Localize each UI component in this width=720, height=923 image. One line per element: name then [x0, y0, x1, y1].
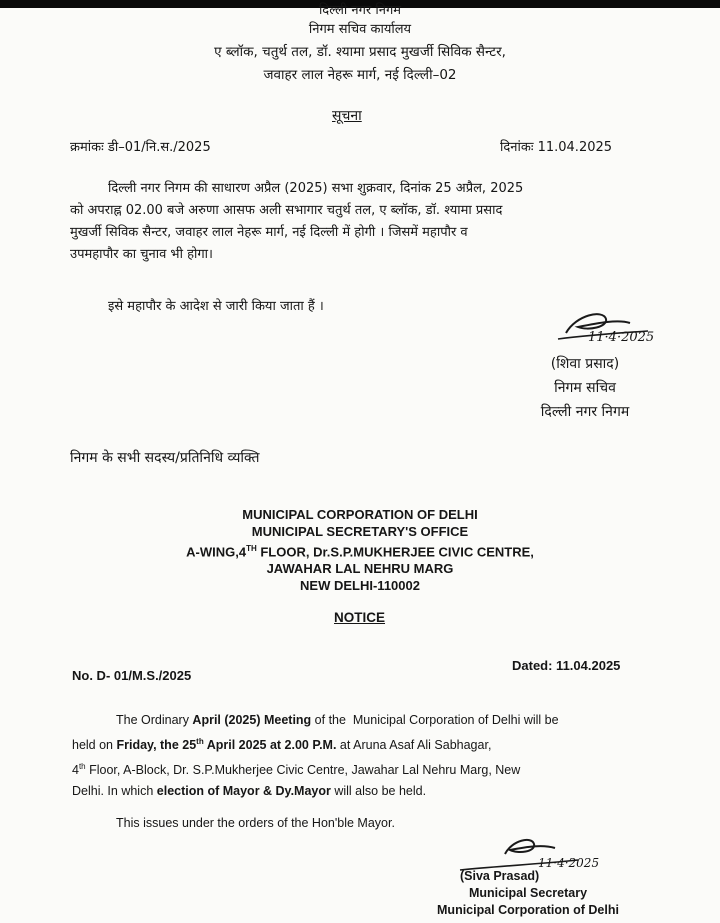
hindi-reference-number: क्रमांकः डी–01/नि.स./2025	[70, 140, 211, 155]
hindi-date: दिनांकः 11.04.2025	[500, 140, 613, 155]
english-reference-number: No. D- 01/M.S./2025	[72, 668, 192, 683]
hindi-issue-order: इसे महापौर के आदेश से जारी किया जाता हैं ।	[108, 299, 324, 314]
english-header-line-5: NEW DELHI-110002	[300, 578, 420, 594]
english-header-line-1: MUNICIPAL CORPORATION OF DELHI	[242, 507, 478, 522]
hindi-organisation: दिल्ली नगर निगम	[540, 404, 630, 420]
hindi-signatory-block	[510, 352, 660, 424]
hindi-header-line-1: दिल्ली नगर निगम	[318, 3, 402, 18]
english-body-line-3: 4th Floor, A-Block, Dr. S.P.Mukherjee Civic Centre, Jawahar Lal Nehru Marg, New	[72, 762, 521, 778]
english-issue-order: This issues under the orders of the Hon'ble Mayor.	[116, 816, 395, 830]
hindi-header-line-4: जवाहर लाल नेहरू मार्ग, नई दिल्ली–02	[263, 67, 457, 83]
english-header-line-3: A-WING,4TH FLOOR, Dr.S.P.MUKHERJEE CIVIC CENTRE,	[186, 544, 534, 560]
english-signature-date: 11·4·2025	[538, 856, 600, 870]
english-signatory-block	[418, 868, 638, 919]
english-body-line-1: The Ordinary April (2025) Meeting of the Municipal Corporation of Delhi will be	[116, 713, 559, 727]
english-notice-body	[72, 710, 652, 802]
english-date: Dated: 11.04.2025	[512, 658, 621, 673]
english-signatory-name: (Siva Prasad)	[460, 869, 540, 883]
hindi-notice-title: सूचना	[332, 108, 362, 124]
english-header-line-2: MUNICIPAL SECRETARY'S OFFICE	[251, 524, 469, 539]
hindi-body-line-3: मुखर्जी सिविक सैन्टर, जवाहर लाल नेहरू मार्ग, नई दिल्ली में होगी । जिसमें महापौर व	[70, 225, 468, 240]
hindi-body-line-4: उपमहापौर का चुनाव भी होगा।	[70, 247, 213, 262]
english-header-line-4: JAWAHAR LAL NEHRU MARG	[266, 561, 454, 577]
hindi-body-line-1: दिल्ली नगर निगम की साधारण अप्रैल (2025) सभा शुक्रवार, दिनांक 25 अप्रैल, 2025	[108, 181, 524, 196]
english-body-line-2: held on Friday, the 25th April 2025 at 2.00 P.M. at Aruna Asaf Ali Sabhagar,	[72, 737, 492, 753]
hindi-designation: निगम सचिव	[554, 380, 616, 396]
hindi-header-line-3: ए ब्लॉक, चतुर्थ तल, डॉ. श्यामा प्रसाद मुखर्जी सिविक सैन्टर,	[214, 44, 506, 60]
english-body-line-4: Delhi. In which election of Mayor & Dy.Mayor will also be held.	[72, 784, 427, 799]
hindi-signature-date: 11·4·2025	[588, 330, 655, 345]
english-letterhead	[130, 506, 590, 594]
hindi-notice-body	[70, 178, 650, 266]
english-notice-title: NOTICE	[334, 610, 386, 625]
hindi-recipients: निगम के सभी सदस्य/प्रतिनिधि व्यक्ति	[70, 450, 260, 466]
hindi-signatory-name: (शिवा प्रसाद)	[550, 356, 620, 372]
english-organisation: Municipal Corporation of Delhi	[437, 903, 619, 917]
hindi-body-line-2: को अपराह्न 02.00 बजे अरुणा आसफ अली सभागार चतुर्थ तल, ए ब्लॉक, डॉ. श्यामा प्रसाद	[70, 203, 503, 218]
hindi-letterhead	[140, 4, 580, 87]
hindi-header-line-2: निगम सचिव कार्यालय	[308, 22, 412, 37]
english-designation: Municipal Secretary	[468, 886, 588, 900]
